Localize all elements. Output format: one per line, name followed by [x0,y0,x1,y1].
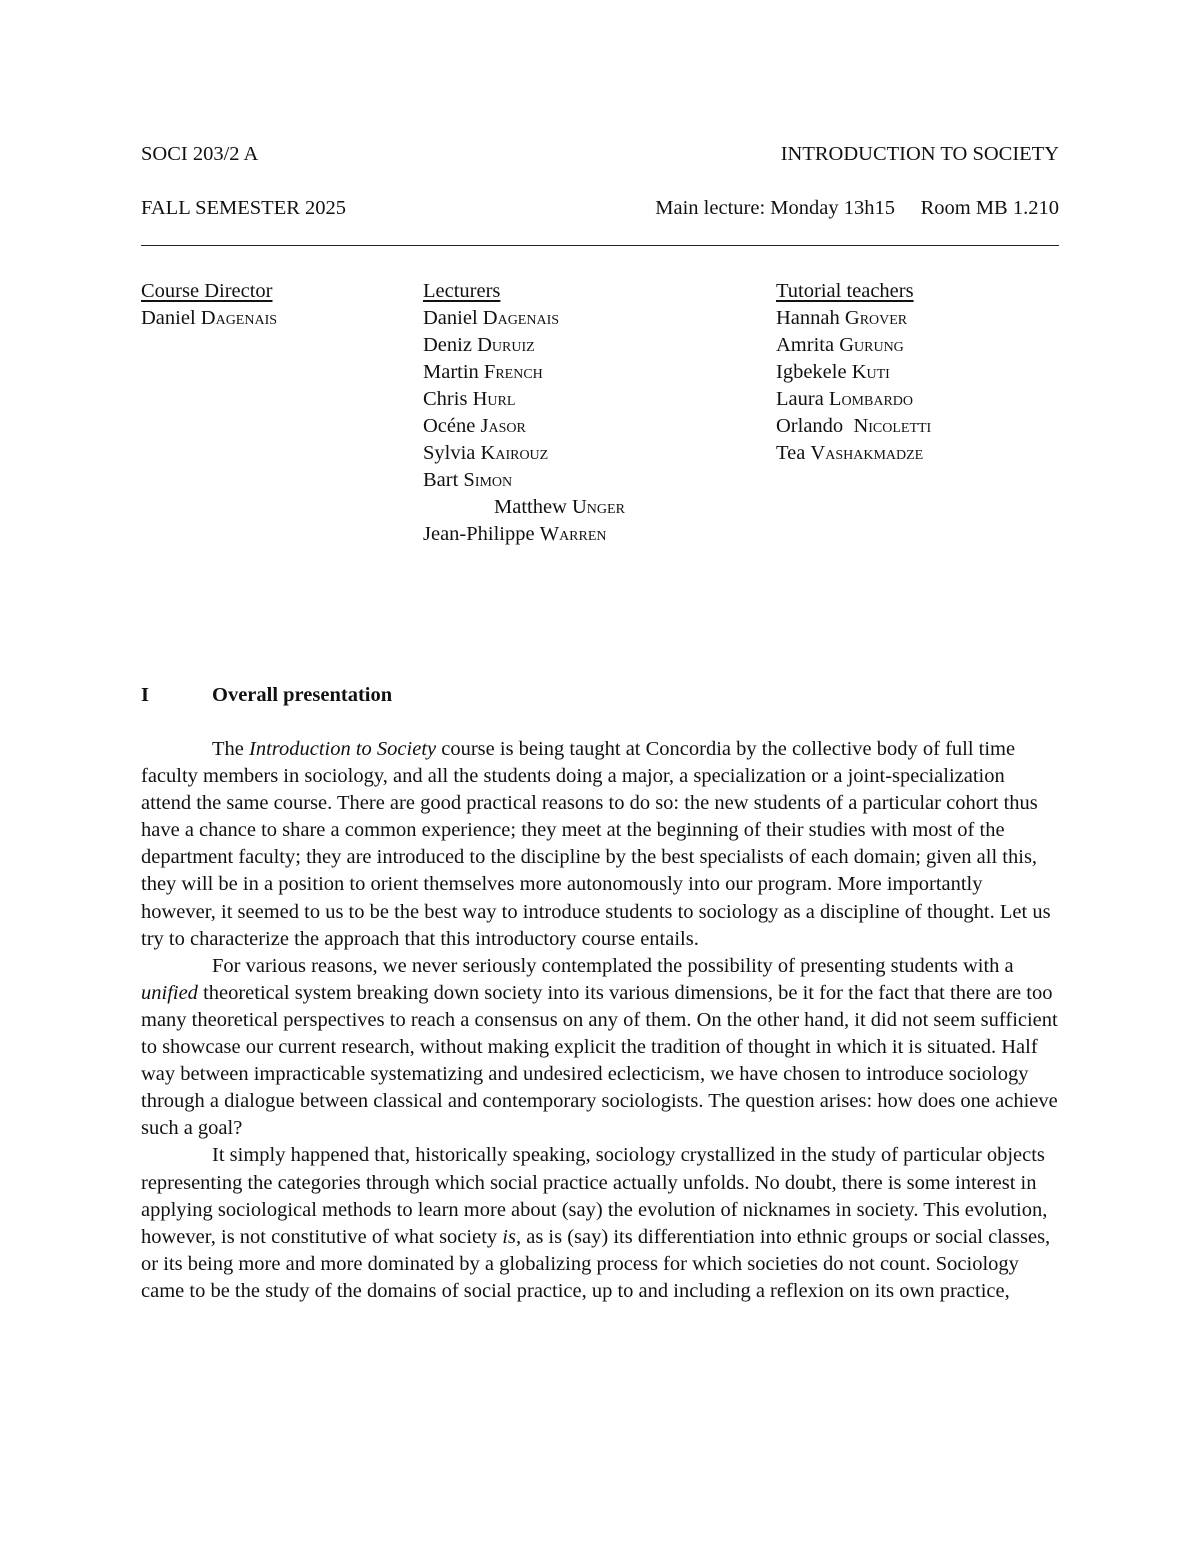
section-title: Overall presentation [212,684,393,706]
person-name: Laura Lombardo [776,388,914,410]
person-name: Tea Vashakmadze [776,442,924,464]
header-row-2 [141,197,1059,225]
director-heading: Course Director [141,280,273,302]
section-number: I [141,684,149,706]
person-name: Matthew Unger [494,496,625,518]
lecture-info: Main lecture: Monday 13h15 Room MB 1.210 [655,197,1059,219]
header-divider [141,245,1059,246]
director-column [141,278,277,332]
person-name: Océne Jasor [423,415,526,437]
paragraph: The Introduction to Society course is being taught at Concordia by the collective body of full time faculty members in sociology, and all the students doing a major, a specialization or a joint-specialization attend the same course. There are good practical reasons to do so: the new students of a particular cohort thus have a chance to share a common experience; they meet at the beginning of their studies with most of the department faculty; they are introduced to the discipline by the best specialists of each domain; given all this, they will be in a position to orient themselves more autonomously into our program. More importantly however, it seemed to us to be the best way to introduce students to sociology as a discipline of thought. Let us try to characterize the approach that this introductory course entails. [141,738,1051,950]
lecturers-heading: Lecturers [423,280,501,302]
person-name: Chris Hurl [423,388,516,410]
semester: FALL SEMESTER 2025 [141,197,347,219]
person-name: Igbekele Kuti [776,361,890,383]
person-name: Daniel Dagenais [141,307,278,329]
paragraph: For various reasons, we never seriously contemplated the possibility of presenting students with a unified theoretical system breaking down society into its various dimensions, be it for the fact that there are too many theoretical perspectives to reach a consensus on any of them. On the other hand, it did not seem sufficient to showcase our current research, without making explicit the tradition of thought in which it is situated. Half way between impracticable systematizing and undesired eclecticism, we have chosen to introduce sociology through a dialogue between classical and contemporary sociologists. The question arises: how does one achieve such a goal? [141,954,1058,1140]
tutorial-heading: Tutorial teachers [776,280,914,302]
section-heading [141,684,392,707]
person-name: Deniz Duruiz [423,334,535,356]
tutorial-column [776,278,931,467]
person-name: Sylvia Kairouz [423,442,549,464]
body-text [141,736,1059,1305]
course-code: SOCI 203/2 A [141,143,259,165]
lecturers-column [423,278,625,548]
paragraph: It simply happened that, historically speaking, sociology crystallized in the study of particular objects representing the categories through which social practice actually unfolds. No doubt, there is some interest in applying sociological methods to learn more about (say) the evolution of nicknames in society. This evolution, however, is not constitutive of what society is, as is (say) its differentiation into ethnic groups or social classes, or its being more and more dominated by a globalizing process for which societies do not count. Sociology came to be the study of the domains of social practice, up to and including a reflexion on its own practice, [141,1144,1051,1302]
person-name: Daniel Dagenais [423,307,560,329]
person-name: Hannah Grover [776,307,908,329]
course-title: INTRODUCTION TO SOCIETY [780,143,1059,165]
person-name: Orlando Nicoletti [776,415,932,437]
person-name: Martin French [423,361,543,383]
person-name: Bart Simon [423,469,513,491]
person-name: Jean-Philippe Warren [423,523,607,545]
person-name: Amrita Gurung [776,334,904,356]
header-row-1 [141,143,1059,171]
